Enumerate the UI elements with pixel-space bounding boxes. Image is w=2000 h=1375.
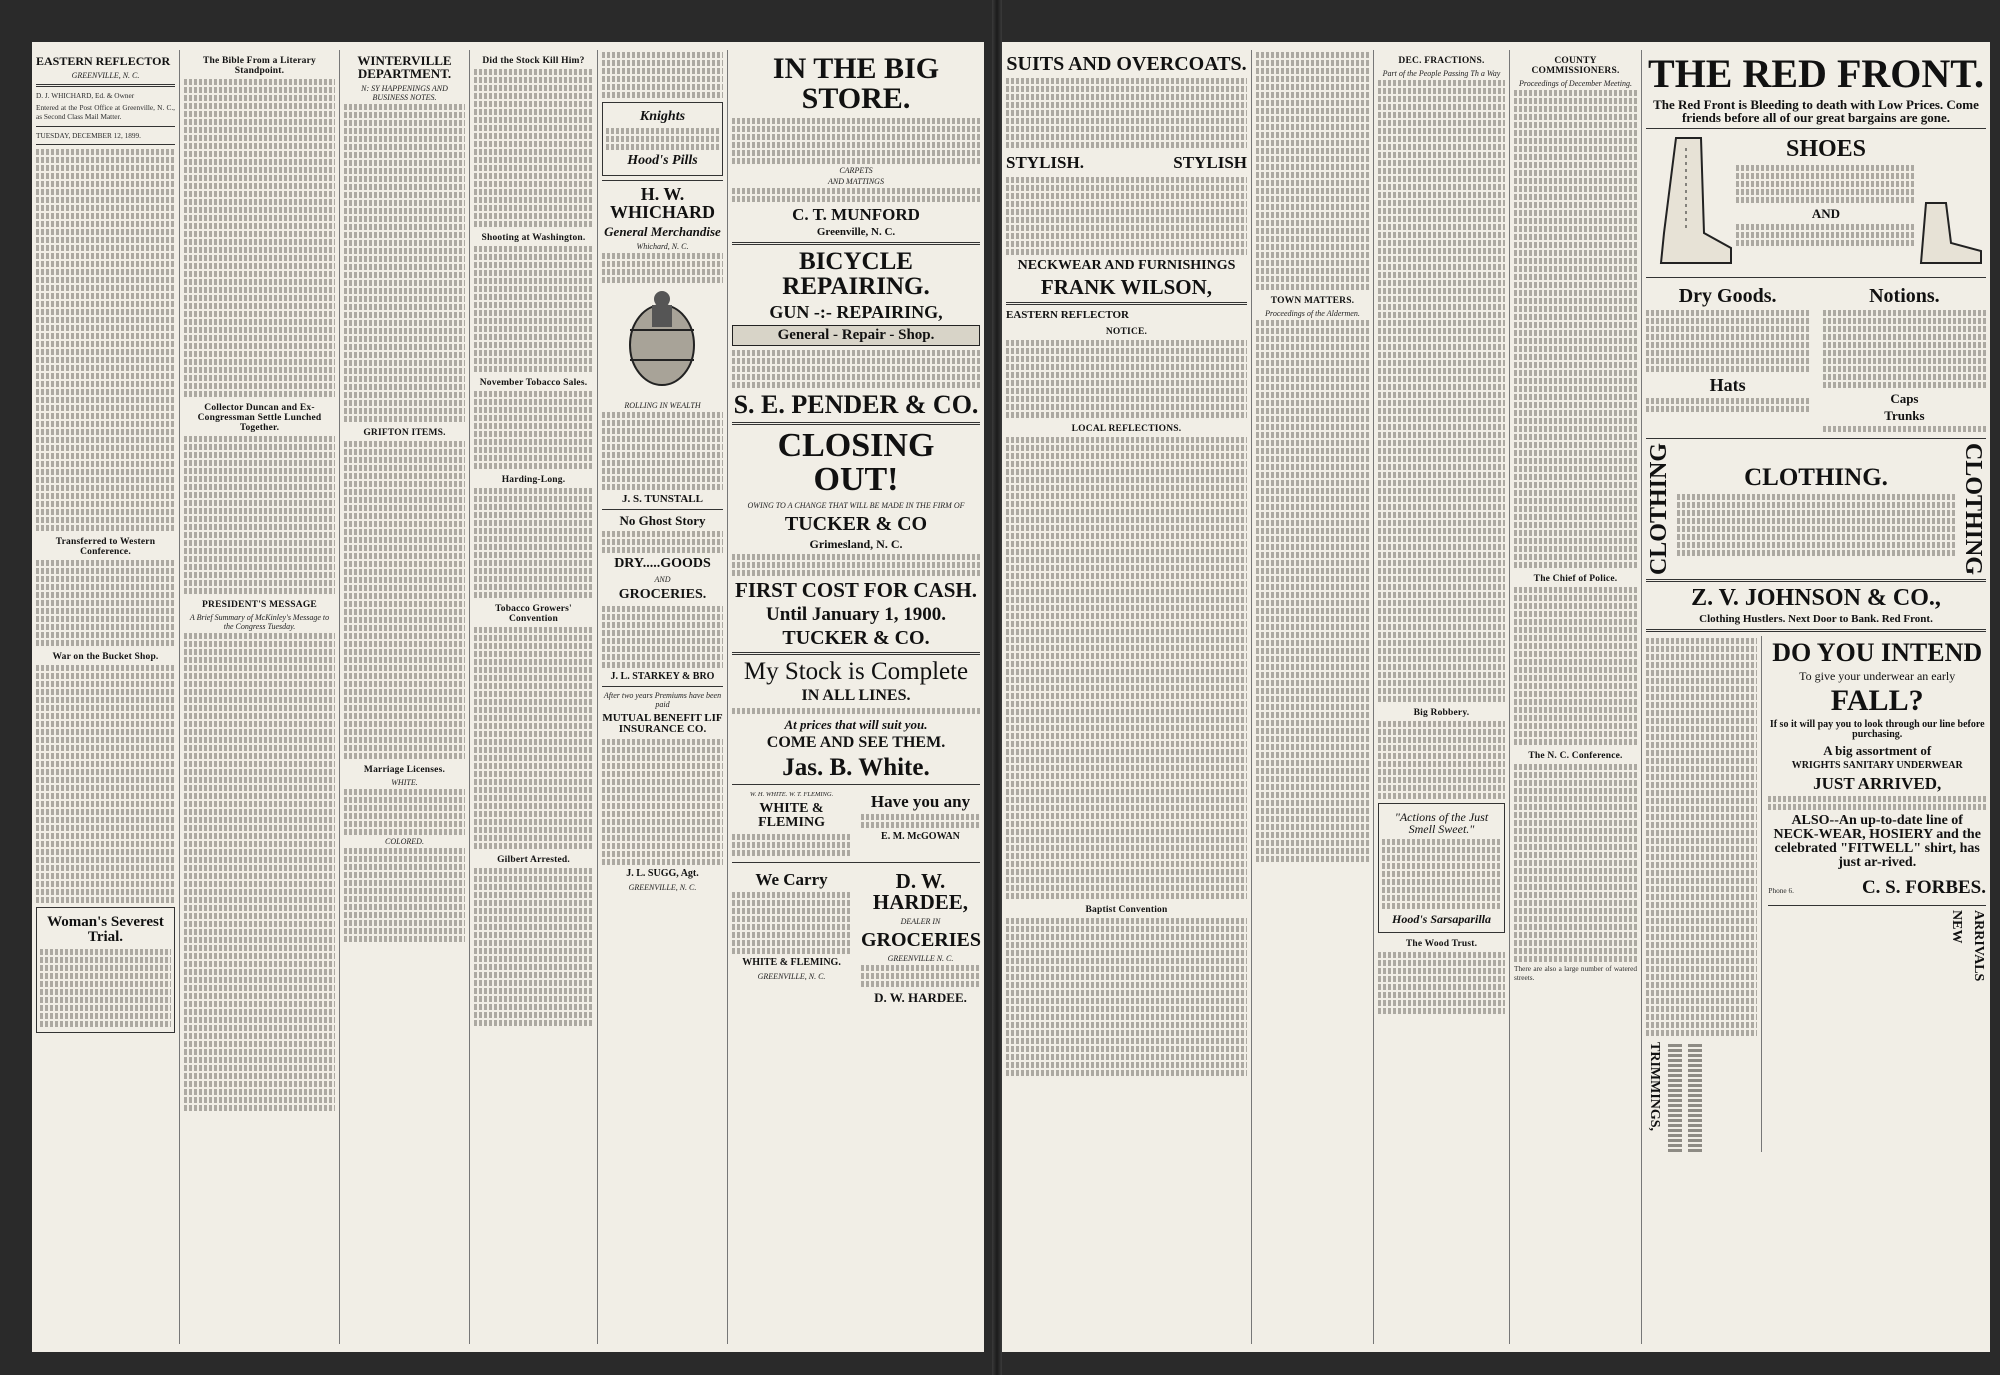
whichard-name: H. W. WHICHARD xyxy=(609,184,715,222)
mutual-benefit-heading: MUTUAL BENEFIT LIF INSURANCE CO. xyxy=(602,712,723,735)
sugg-place: GREENVILLE, N. C. xyxy=(628,883,697,892)
right-col-3 xyxy=(1374,50,1510,1344)
article-heading: PRESIDENT'S MESSAGE xyxy=(202,600,317,610)
forbes-ad xyxy=(1768,636,1986,1152)
divider xyxy=(36,84,175,87)
body-text xyxy=(474,488,593,598)
come-see-them: COME AND SEE THEM. xyxy=(766,734,946,751)
notice-heading: NOTICE. xyxy=(1105,327,1148,337)
bottom-ad-row xyxy=(732,867,980,1008)
vertical-text-block xyxy=(1688,1042,1702,1152)
hardee-ad xyxy=(861,867,980,1008)
divider xyxy=(602,180,723,181)
zv-johnson-name: Z. V. JOHNSON & CO., xyxy=(1691,585,1941,612)
drygoods-list xyxy=(1646,282,1809,434)
body-text xyxy=(602,253,723,283)
hoods-pills-ad xyxy=(602,102,723,176)
body-text xyxy=(1256,320,1369,862)
body-text xyxy=(732,188,980,202)
dealer-label: DEALER IN xyxy=(900,917,941,926)
dec-fractions-heading: DEC. FRACTIONS. xyxy=(1398,56,1485,66)
body-text xyxy=(344,789,465,835)
divider xyxy=(1646,629,1986,632)
neckwear-heading: NECKWEAR AND FURNISHINGS xyxy=(1017,258,1236,273)
and-label: AND xyxy=(1811,206,1841,221)
body-text xyxy=(1514,90,1637,568)
wf-names: W. H. WHITE. W. T. FLEMING. xyxy=(749,791,834,798)
nc-conference-heading: The N. C. Conference. xyxy=(1528,751,1623,761)
shoes-section xyxy=(1646,133,1986,273)
right-col-1 xyxy=(1002,50,1252,1344)
arrived-line: JUST ARRIVED, xyxy=(1813,774,1942,794)
clothing-section xyxy=(1646,443,1986,575)
body-text xyxy=(36,560,175,646)
general-repair-banner: General - Repair - Shop. xyxy=(732,325,980,346)
right-page xyxy=(1002,42,1990,1352)
carpets-label: CARPETS xyxy=(839,166,873,175)
divider xyxy=(602,686,723,687)
left-col-3 xyxy=(340,50,470,1344)
reflector-masthead: EASTERN REFLECTOR xyxy=(1006,309,1129,321)
clothing-list xyxy=(1673,461,1959,558)
groceries-place: GREENVILLE N. C. xyxy=(887,954,954,963)
ad-script: Knights xyxy=(639,109,686,124)
notions-list xyxy=(1823,282,1986,434)
misc-column xyxy=(1646,636,1762,1152)
mattings-label: AND MATTINGS xyxy=(828,177,884,186)
tunstall-name: J. S. TUNSTALL xyxy=(622,493,703,505)
left-col-6 xyxy=(728,50,984,1344)
wilson-name: FRANK WILSON, xyxy=(1040,275,1213,299)
wood-trust-heading: The Wood Trust. xyxy=(1405,939,1478,949)
body-text xyxy=(602,531,723,553)
vertical-ads xyxy=(1646,1042,1757,1152)
sarsaparilla-name: Hood's Sarsaparilla xyxy=(1391,912,1492,926)
dry-goods-heading: DRY.....GOODS xyxy=(614,556,711,571)
divider xyxy=(36,144,175,145)
red-front-heading: THE RED FRONT. xyxy=(1648,51,1984,96)
body-text xyxy=(344,848,465,942)
owner: D. J. WHICHARD, Ed. & Owner xyxy=(36,91,135,100)
stylish-row xyxy=(1006,150,1247,175)
body-text xyxy=(602,412,723,490)
white-name: Jas. B. White. xyxy=(782,754,930,781)
section-label-white: WHITE. xyxy=(391,778,418,787)
left-col-4 xyxy=(470,50,598,1344)
first-cost-heading: FIRST COST FOR CASH. xyxy=(735,578,977,602)
have-you-any: Have you any xyxy=(870,792,971,811)
chief-police-heading: The Chief of Police. xyxy=(1533,574,1618,584)
white-fleming-row xyxy=(732,789,980,858)
clothing-heading: CLOTHING. xyxy=(1744,463,1888,491)
aldermen-heading: Proceedings of the Aldermen. xyxy=(1265,309,1360,318)
pender-name: S. E. PENDER & CO. xyxy=(733,390,979,419)
right-col-2 xyxy=(1252,50,1374,1344)
whichard-subtitle: General Merchandise xyxy=(604,224,721,239)
section-label-colored: COLORED. xyxy=(385,837,424,846)
hoods-sarsaparilla-ad xyxy=(1378,803,1505,933)
body-text xyxy=(1006,340,1247,418)
stock-complete-heading: My Stock is Complete xyxy=(743,658,969,685)
goods-row xyxy=(1646,282,1986,434)
article-heading: The Bible From a Literary Standpoint. xyxy=(202,56,316,76)
body-text xyxy=(1378,952,1505,1014)
department-subheading: N: SY HAPPENINGS AND BUSINESS NOTES. xyxy=(361,84,448,102)
also-line: ALSO--An up-to-date line of NECK-WEAR, HOSIERY and the celebrated "FITWELL" shirt, has just ar-rived. xyxy=(1773,813,1981,871)
suits-heading: SUITS AND OVERCOATS. xyxy=(1006,53,1247,75)
divider xyxy=(1646,438,1986,439)
big-store-heading: IN THE BIG STORE. xyxy=(772,52,940,115)
trimmings-vertical: TRIMMINGS, xyxy=(1647,1042,1662,1132)
barrel-illustration-icon xyxy=(602,285,722,395)
body-text xyxy=(732,554,980,576)
divider xyxy=(36,126,175,127)
wf-signature: WHITE & FLEMING. xyxy=(742,957,841,968)
proceedings-heading: Proceedings of December Meeting. xyxy=(1519,79,1632,88)
body-text xyxy=(732,350,980,388)
masthead: EASTERN REFLECTOR xyxy=(36,54,171,68)
bicycle-repairing-heading: BICYCLE REPAIRING. xyxy=(782,248,930,300)
article-heading: War on the Bucket Shop. xyxy=(52,651,159,662)
article-heading: Transferred to Western Conference. xyxy=(55,536,156,557)
white-fleming-ad xyxy=(732,789,851,858)
body-text xyxy=(1256,52,1369,290)
big-robbery-heading: Big Robbery. xyxy=(1413,708,1470,718)
article-heading: Gilbert Arrested. xyxy=(497,855,570,865)
groceries-heading: GROCERIES. xyxy=(618,587,707,602)
sugg-agent: J. L. SUGG, Agt. xyxy=(626,868,699,879)
and-label: AND xyxy=(654,575,671,584)
body-text xyxy=(184,79,335,397)
left-col-5 xyxy=(598,50,728,1344)
wrights-line: WRIGHTS SANITARY UNDERWEAR xyxy=(1791,760,1963,772)
body-text xyxy=(184,633,335,1111)
baptist-heading: Baptist Convention xyxy=(1085,905,1168,915)
article-heading: Did the Stock Kill Him? xyxy=(482,56,585,66)
shoes-text xyxy=(1736,133,1916,273)
red-front-slogan: The Red Front is Bleeding to death with Low Prices. Come friends before all of our great bargains are gone. xyxy=(1653,97,1979,125)
new-vertical: NEW xyxy=(1949,910,1964,944)
left-page xyxy=(32,42,984,1352)
groceries-big: GROCERIES xyxy=(860,929,981,951)
body-text xyxy=(732,118,980,164)
caps-heading: Caps xyxy=(1890,391,1919,406)
illustration-caption: ROLLING IN WEALTH xyxy=(624,401,701,410)
body-text xyxy=(1006,177,1247,255)
issue-date: TUESDAY, DECEMBER 12, 1899. xyxy=(36,130,142,140)
munford-name: C. T. MUNFORD xyxy=(792,205,920,224)
whichard-place: Whichard, N. C. xyxy=(636,242,689,251)
entry-notice: Entered at the Post Office at Greenville, N. C., as Second Class Mail Matter. xyxy=(36,103,175,122)
body-text xyxy=(1514,587,1637,745)
article-heading: Marriage Licenses. xyxy=(363,765,446,775)
advertisement xyxy=(36,907,175,1033)
body-text xyxy=(344,104,465,422)
body-text xyxy=(1378,80,1505,702)
divider xyxy=(1646,128,1986,129)
divider xyxy=(732,422,980,425)
divider xyxy=(602,509,723,510)
body-text xyxy=(1006,918,1247,1076)
body-text xyxy=(1006,437,1247,899)
phone-line: Phone 6. xyxy=(1768,886,1794,896)
article-heading: Shooting at Washington. xyxy=(481,233,586,243)
body-text xyxy=(602,739,723,865)
divider xyxy=(732,242,980,245)
commissioners-heading: COUNTY COMMISSIONERS. xyxy=(1531,56,1620,76)
body-text xyxy=(474,391,593,469)
stylish-1: STYLISH. xyxy=(1006,153,1084,172)
hardee-name: D. W. HARDEE, xyxy=(872,869,969,914)
divider xyxy=(1006,302,1247,305)
divider xyxy=(732,652,980,655)
body-text xyxy=(184,436,335,594)
notions-heading: Notions. xyxy=(1869,285,1940,307)
body-text xyxy=(1378,721,1505,799)
munford-place: Greenville, N. C. xyxy=(816,226,896,238)
forbes-signature-row xyxy=(1768,874,1986,901)
we-carry-heading: We Carry xyxy=(755,870,828,889)
left-col-1 xyxy=(32,50,180,1344)
gun-repairing-heading: GUN -:- REPAIRING, xyxy=(769,302,943,322)
stylish-2: STYLISH xyxy=(1173,153,1247,172)
grimesland-place: Grimesland, N. C. xyxy=(809,537,903,551)
trunks-heading: Trunks xyxy=(1884,408,1925,423)
clothing-side-left: CLOTHING xyxy=(1646,443,1672,576)
shoes-heading: SHOES xyxy=(1785,136,1867,162)
if-so-line: If so it will pay you to look through our line before purchasing. xyxy=(1769,719,1985,741)
fall-heading: FALL? xyxy=(1830,684,1924,718)
left-col-2 xyxy=(180,50,340,1344)
vertical-text-block xyxy=(1668,1042,1682,1152)
town-matters-heading: TOWN MATTERS. xyxy=(1270,296,1355,306)
body-text xyxy=(36,665,175,903)
article-heading: GRIFTON ITEMS. xyxy=(363,428,446,438)
prices-line: At prices that will suit you. xyxy=(784,717,928,732)
place: GREENVILLE, N. C. xyxy=(71,71,140,80)
article-heading: Tobacco Growers' Convention xyxy=(495,604,572,624)
body-text xyxy=(474,69,593,227)
body-text xyxy=(474,627,593,849)
body-text xyxy=(474,868,593,1026)
local-heading: LOCAL REFLECTIONS. xyxy=(1071,424,1182,434)
clothing-side-right: CLOTHING xyxy=(1960,443,1986,576)
give-line: To give your underwear an early xyxy=(1799,669,1956,684)
right-col-4 xyxy=(1510,50,1642,1344)
assortment-line: A big assortment of xyxy=(1823,743,1932,759)
right-col-5 xyxy=(1642,50,1990,1344)
body-text xyxy=(1006,78,1247,148)
tucker-name-2: TUCKER & CO. xyxy=(782,627,930,649)
wf-place: GREENVILLE, N. C. xyxy=(757,972,826,981)
starkey-name: J. L. STARKEY & BRO xyxy=(610,671,715,682)
body-text xyxy=(474,246,593,372)
wf-heading: WHITE & FLEMING xyxy=(758,801,825,830)
ghost-story-heading: No Ghost Story xyxy=(619,513,706,528)
forbes-name: C. S. FORBES. xyxy=(1861,877,1986,899)
article-heading: Collector Duncan and Ex-Congressman Settle Lunched Together. xyxy=(197,403,322,433)
article-subheading: A Brief Summary of McKinley's Message to the Congress Tuesday. xyxy=(189,613,330,631)
boot-illustration-icon xyxy=(1646,133,1736,273)
article-heading: November Tobacco Sales. xyxy=(479,378,588,388)
body-text xyxy=(602,606,723,668)
divider xyxy=(732,784,980,785)
hardee-signature: D. W. HARDEE. xyxy=(874,990,967,1005)
shoe-illustration-icon xyxy=(1916,133,1986,273)
divider xyxy=(732,862,980,863)
hats-heading: Hats xyxy=(1709,375,1746,395)
lower-ads-row xyxy=(1646,636,1986,1152)
department-heading: WINTERVILLE DEPARTMENT. xyxy=(357,53,452,81)
divider xyxy=(1646,579,1986,582)
intend-heading: DO YOU INTEND xyxy=(1772,638,1983,668)
premiums-note: After two years Premiums have been paid xyxy=(603,691,722,709)
tucker-name: TUCKER & CO xyxy=(784,513,928,535)
mcgowan-ad xyxy=(861,789,980,858)
new-arrivals-vertical xyxy=(1768,910,1986,981)
closing-out-heading: CLOSING OUT! xyxy=(777,427,935,498)
change-notice: OWING TO A CHANGE THAT WILL BE MADE IN THE FIRM OF xyxy=(747,501,965,510)
all-lines: IN ALL LINES. xyxy=(801,687,911,704)
passing-heading: Part of the People Passing Th a Way xyxy=(1382,69,1501,78)
hustlers-line: Clothing Hustlers. Next Door to Bank. Red Front. xyxy=(1699,613,1933,626)
divider xyxy=(1646,277,1986,278)
ad-title: Woman's Severest Trial. xyxy=(47,913,164,945)
drygoods-heading: Dry Goods. xyxy=(1678,285,1777,307)
footer-note: There are also a large number of watered streets. xyxy=(1514,964,1637,983)
body-text xyxy=(36,149,175,531)
we-carry-ad xyxy=(732,867,851,1008)
mcgowan-name: E. M. McGOWAN xyxy=(881,831,960,842)
divider xyxy=(1768,905,1986,906)
until-date: Until January 1, 1900. xyxy=(766,604,946,625)
arrivals-vertical: ARRIVALS xyxy=(1971,910,1986,982)
body-text xyxy=(602,52,723,98)
ad-title: Hood's Pills xyxy=(627,153,698,168)
page-fold xyxy=(992,0,1002,1375)
actions-quote: "Actions of the Just Smell Sweet." xyxy=(1394,810,1489,836)
body-text xyxy=(344,441,465,759)
body-text xyxy=(1514,764,1637,962)
article-heading: Harding-Long. xyxy=(501,475,566,485)
